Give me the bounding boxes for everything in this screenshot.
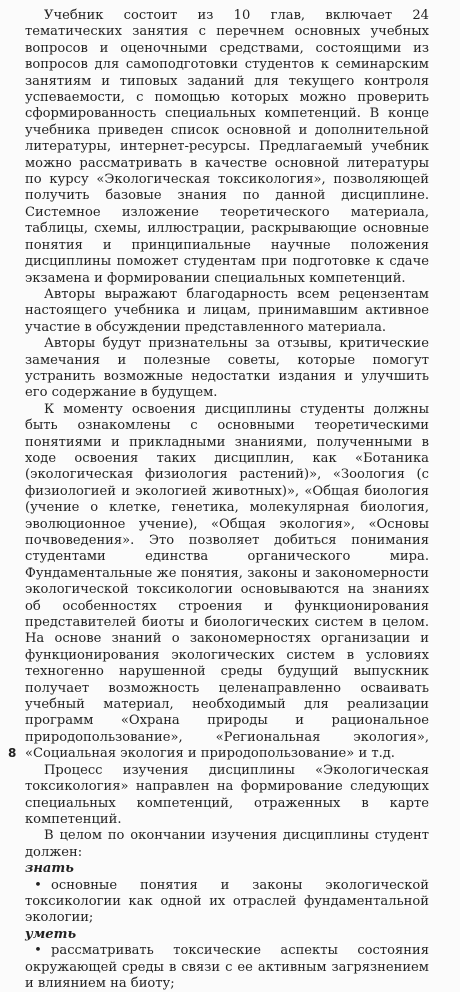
page-number: 8 — [8, 746, 17, 760]
paragraph-prerequisites: К моменту освоения дисциплины студенты должны быть ознакомлены с основными теоретическими понятиями и прикладными знаниями, полученными в ходе освоения таких дисциплин, как «Ботаника (экологическая физиология растений)», «Зоология (с физиологией и экологией животных)», «Общая биология (учение о клетке, генетика, молекулярная биология, эволюционное учение), «Общая экология», «Основы почвоведения». Это позволяет добиться понимания студентами единства органического мира. Фундаментальные же понятия, законы и закономерности экологической токсикологии основываются на знаниях об особенностях строения и функционирования представителей биоты и биологических систем в целом. На основе знаний о закономерностях организации и функционирования экологических систем в условиях техногенно нарушенной среды будущий выпускник получает возможность целенаправленно осваивать учебный материал, необходимый для реализации программ «Охрана природы и рациональное природопользование», «Региональная экология», «Социальная экология и природопользование» и т.д. — [25, 401, 429, 762]
list-item-know-1 — [25, 878, 429, 927]
bullet-icon: • — [34, 943, 42, 959]
bullet-icon: • — [34, 877, 42, 893]
paragraph-textbook-structure: Учебник состоит из 10 глав, включает 24 тематических занятия с перечнем основных учебных вопросов и оценочными средствами, состоящими из вопросов для самоподготовки студентов к семинарским занятиям и типовых заданий для текущего контроля успеваемости, с помощью которых можно проверить сформированность специальных компетенций. В конце учебника приведен список основной и дополнительной литературы, интернет-ресурсы. Предлагаемый учебник можно рассматривать в качестве основной литературы по курсу «Экологическая токсикология», позволяющей получить базовые знания по данной дисциплине. Системное изложение теоретического материала, таблицы, схемы, иллюстрации, раскрывающие основные понятия и принципиальные научные положения дисциплины поможет студентам при подготовке к сдаче экзамена и формировании специальных компетенций. — [25, 8, 429, 286]
paragraph-feedback: Авторы будут признательны за отзывы, критические замечания и полезные советы, которые помогут устранить возможные недостатки издания и улучшить его содержание в будущем. — [25, 336, 429, 401]
paragraph-competencies: Процесс изучения дисциплины «Экологическая токсикология» направлен на формирование следующих специальных компетенций, отраженных в карте компетенций. — [25, 762, 429, 827]
list-item-text: основные понятия и законы экологической токсикологии как одной их отраслей фундаментальной экологии; — [25, 877, 429, 926]
list-item-can-1 — [25, 943, 429, 992]
paragraph-student-should: В целом по окончании изучения дисциплины студент должен: — [25, 828, 429, 860]
body-text — [25, 8, 429, 992]
list-item-text: рассматривать токсические аспекты состояния окружающей среды в связи с ее активным загрязнением и влиянием на биоту; — [25, 943, 429, 991]
term-know: знать — [25, 861, 74, 877]
paragraph-acknowledgements: Авторы выражают благодарность всем рецензентам настоящего учебника и лицам, принимавшим активное участие в обсуждении представленного материала. — [25, 286, 429, 335]
term-can: уметь — [25, 926, 77, 942]
